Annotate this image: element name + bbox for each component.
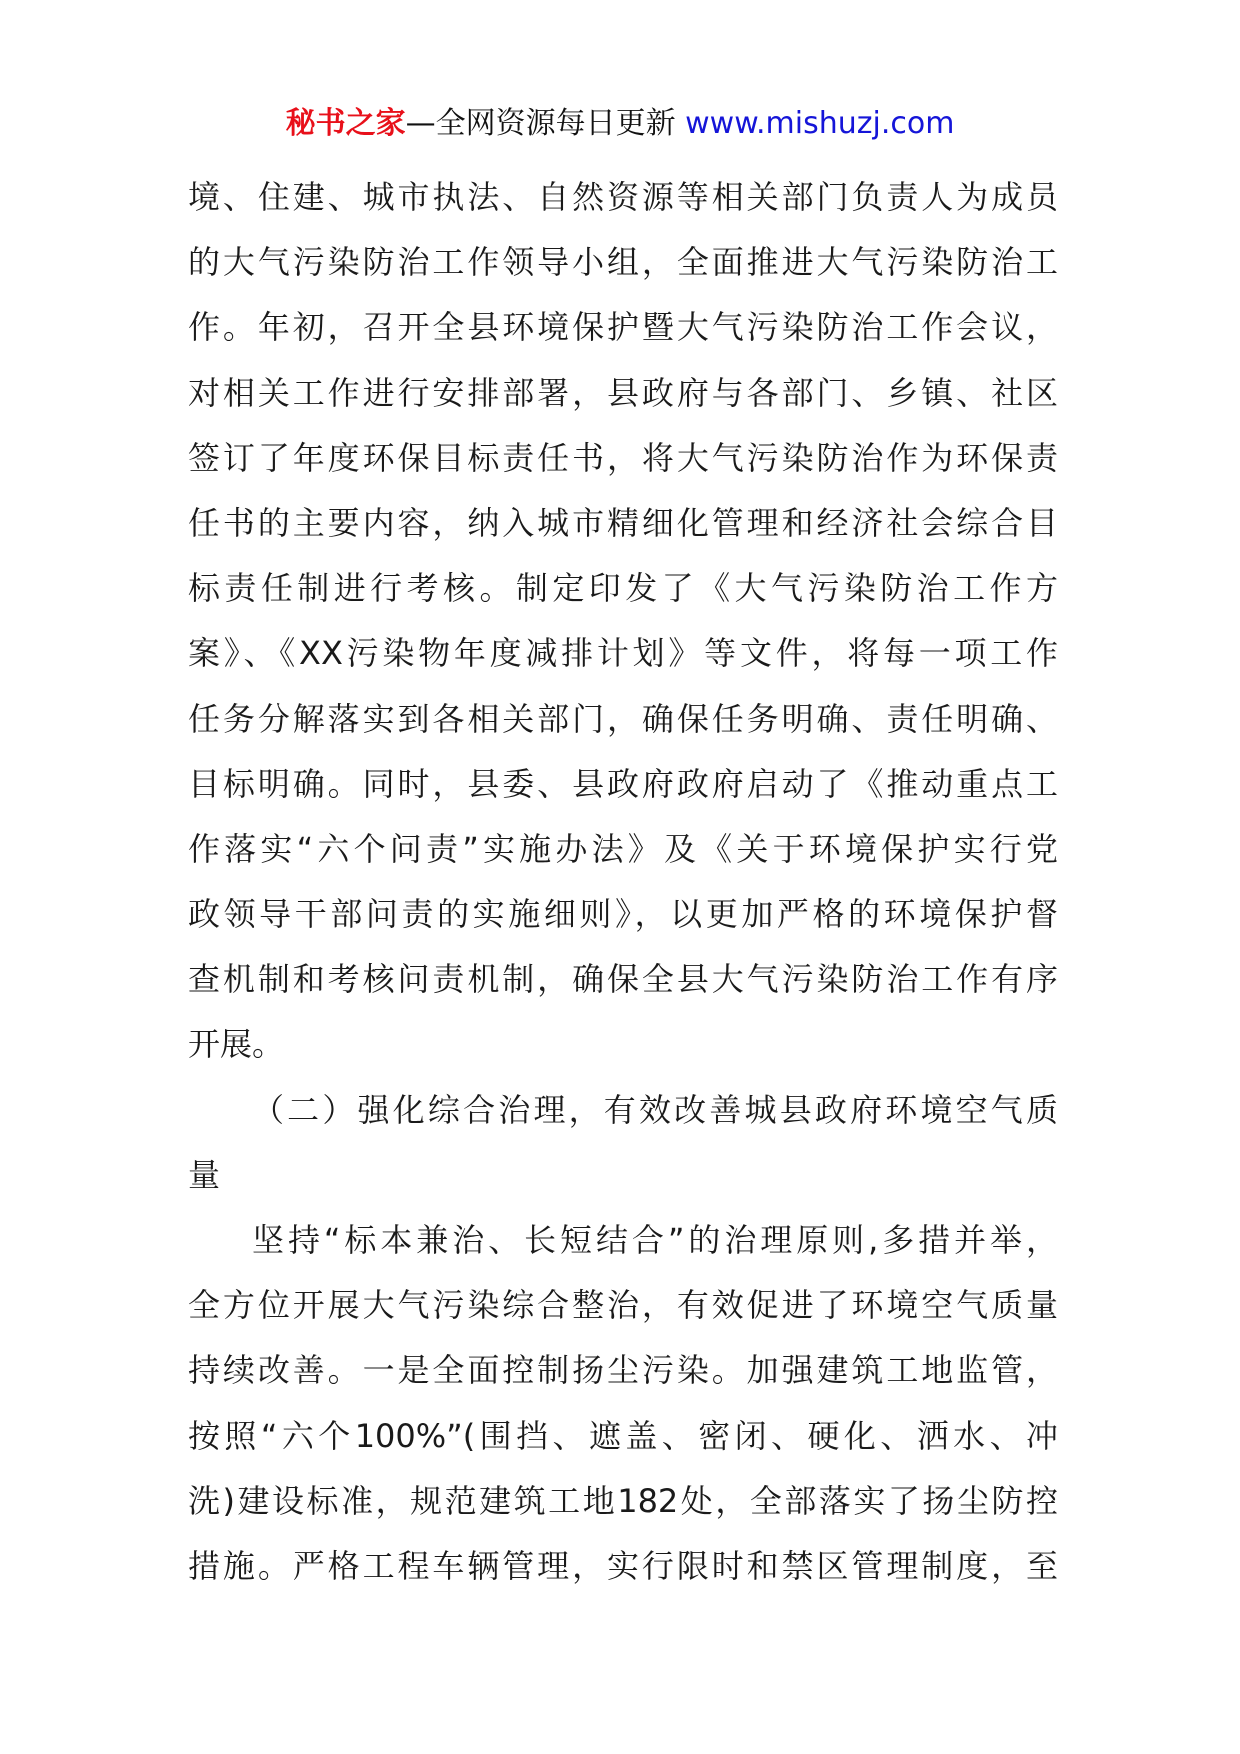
header-tagline: —全网资源每日更新	[405, 106, 676, 141]
text-line: 境、住建、城市执法、自然资源等相关部门负责人为成员	[188, 178, 1058, 216]
section-heading-last-line: 量	[188, 1155, 221, 1194]
brand-name: 秘书之家	[285, 106, 406, 141]
page-header	[0, 100, 1240, 148]
text-line: 作落实“六个问责”实施办法》及《关于环境保护实行党	[188, 829, 1058, 868]
text-line: 的大气污染防治工作领导小组，全面推进大气污染防治工	[188, 243, 1058, 282]
text-line: 持续改善。一是全面控制扬尘污染。加强建筑工地监管，	[188, 1351, 1058, 1390]
site-url-link[interactable]: www.mishuzj.com	[685, 106, 955, 141]
text-line: 任书的主要内容，纳入城市精细化管理和经济社会综合目	[188, 503, 1058, 542]
text-line: 查机制和考核问责机制，确保全县大气污染防治工作有序	[188, 960, 1058, 999]
text-line: 措施。严格工程车辆管理，实行限时和禁区管理制度，至	[188, 1546, 1058, 1585]
text-line: 案》、《XX污染物年度减排计划》等文件，将每一项工作	[188, 634, 1058, 673]
paragraph-first-line: 坚持“标本兼治、长短结合”的治理原则,多措并举，	[252, 1221, 1058, 1259]
text-line: 按照“六个100%”(围挡、遮盖、密闭、硬化、洒水、冲	[188, 1416, 1058, 1455]
text-line: 签订了年度环保目标责任书，将大气污染防治作为环保责	[188, 438, 1058, 477]
paragraph-last-line: 开展。	[188, 1025, 285, 1064]
text-line: 目标明确。同时，县委、县政府政府启动了《推动重点工	[188, 764, 1058, 803]
section-heading: （二）强化综合治理，有效改善城县政府环境空气质	[252, 1090, 1058, 1129]
text-line: 任务分解落实到各相关部门，确保任务明确、责任明确、	[188, 699, 1058, 738]
text-line: 对相关工作进行安排部署，县政府与各部门、乡镇、社区	[188, 373, 1058, 412]
text-line: 标责任制进行考核。制定印发了《大气污染防治工作方	[188, 569, 1058, 608]
document-body	[188, 165, 1058, 1599]
text-line: 作。年初，召开全县环境保护暨大气污染防治工作会议，	[188, 308, 1058, 347]
text-line: 政领导干部问责的实施细则》，以更加严格的环境保护督	[188, 895, 1058, 934]
text-line: 洗)建设标准，规范建筑工地182处，全部落实了扬尘防控	[188, 1481, 1058, 1520]
text-line: 全方位开展大气污染综合整治，有效促进了环境空气质量	[188, 1286, 1058, 1325]
